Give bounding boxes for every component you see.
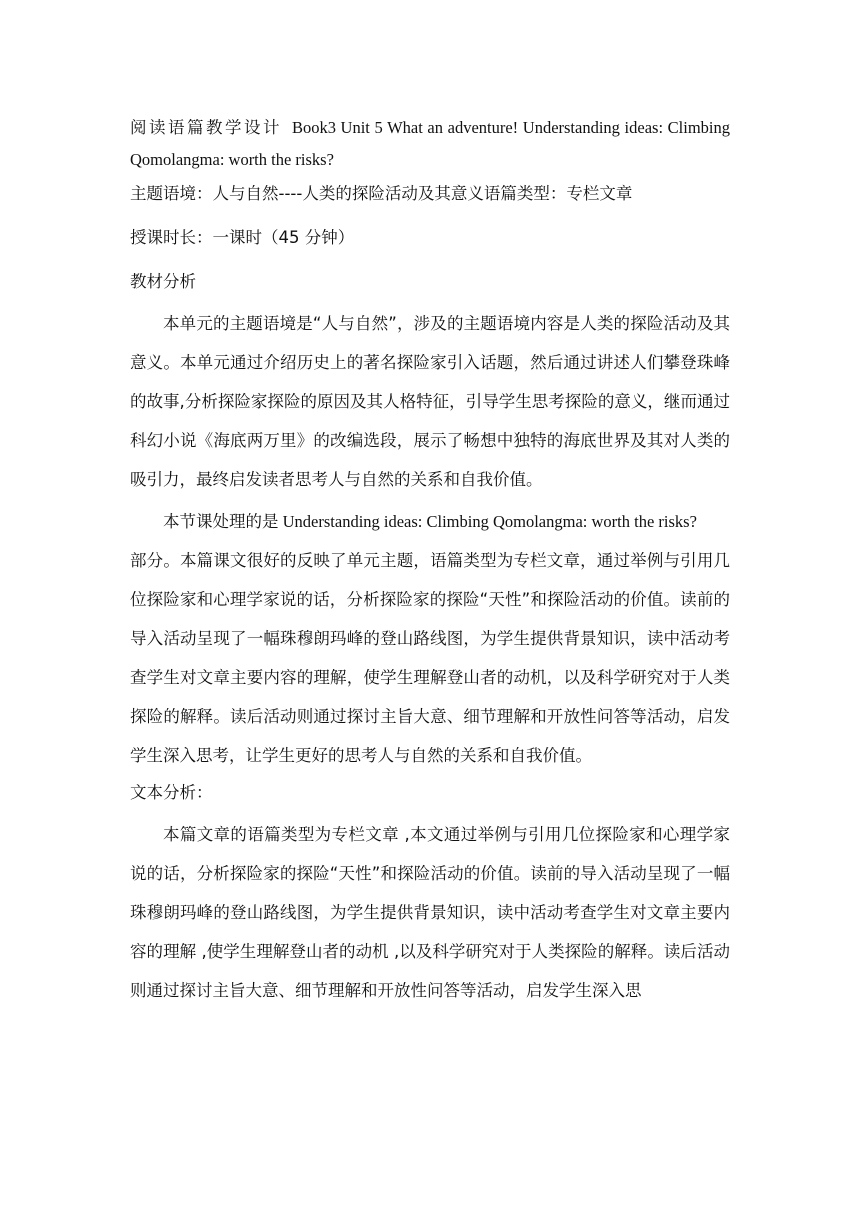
paragraph-unit-theme: 本单元的主题语境是“人与自然”，涉及的主题语境内容是人类的探险活动及其意义。本单元通过介绍历史上的著名探险家引入话题，然后通过讲述人们攀登珠峰的故事,分析探险家探险的原因及其人格特征，引导学生思考探险的意义，继而通过科幻小说《海底两万里》的改编选段，展示了畅想中独特的海底世界及其对人类的吸引力，最终启发读者思考人与自然的关系和自我价值。 (130, 314, 730, 489)
paragraph-lesson-english: Understanding ideas: Climbing Qomolangma: worth the risks? (278, 512, 697, 531)
title-english: Book3 Unit 5 What an adventure! Understanding ideas: Climbing Qomolangma: worth the risks? (130, 118, 730, 169)
paragraph-text-analysis: 本篇文章的语篇类型为专栏文章 ,本文通过举例与引用几位探险家和心理学家说的话，分析探险家的探险“天性”和探险活动的价值。读前的导入活动呈现了一幅珠穆朗玛峰的登山路线图，为学生提供背景知识，读中活动考查学生对文章主要内容的理解 ,使学生理解登山者的动机 ,以及科学研究对于人类探险的解释。读后活动则通过探讨主旨大意、细节理解和开放性问答等活动，启发学生深入思 (130, 825, 730, 1000)
paragraph-lesson-body: 部分。本篇课文很好的反映了单元主题，语篇类型为专栏文章，通过举例与引用几位探险家和心理学家说的话，分析探险家的探险“天性”和探险活动的价值。读前的导入活动呈现了一幅珠穆朗玛峰的登山路线图，为学生提供背景知识，读中活动考查学生对文章主要内容的理解，使学生理解登山者的动机，以及科学研究对于人类探险的解释。读后活动则通过探讨主旨大意、细节理解和开放性问答等活动，启发学生深入思考，让学生更好的思考人与自然的关系和自我价值。 (130, 551, 730, 765)
title-chinese: 阅读语篇教学设计 (130, 118, 282, 137)
duration-line: 授课时长：一课时（45 分钟） (130, 228, 355, 247)
theme-line: 主题语境：人与自然----人类的探险活动及其意义语篇类型：专栏文章 (130, 184, 633, 203)
document-title (130, 112, 730, 176)
paragraph-lesson-scope (130, 502, 730, 775)
paragraph-lesson-prefix: 本节课处理的是 (163, 512, 279, 531)
section-heading-textbook-analysis: 教材分析 (130, 272, 196, 291)
section-heading-text-analysis: 文本分析： (130, 783, 213, 802)
document-page (130, 112, 730, 1010)
